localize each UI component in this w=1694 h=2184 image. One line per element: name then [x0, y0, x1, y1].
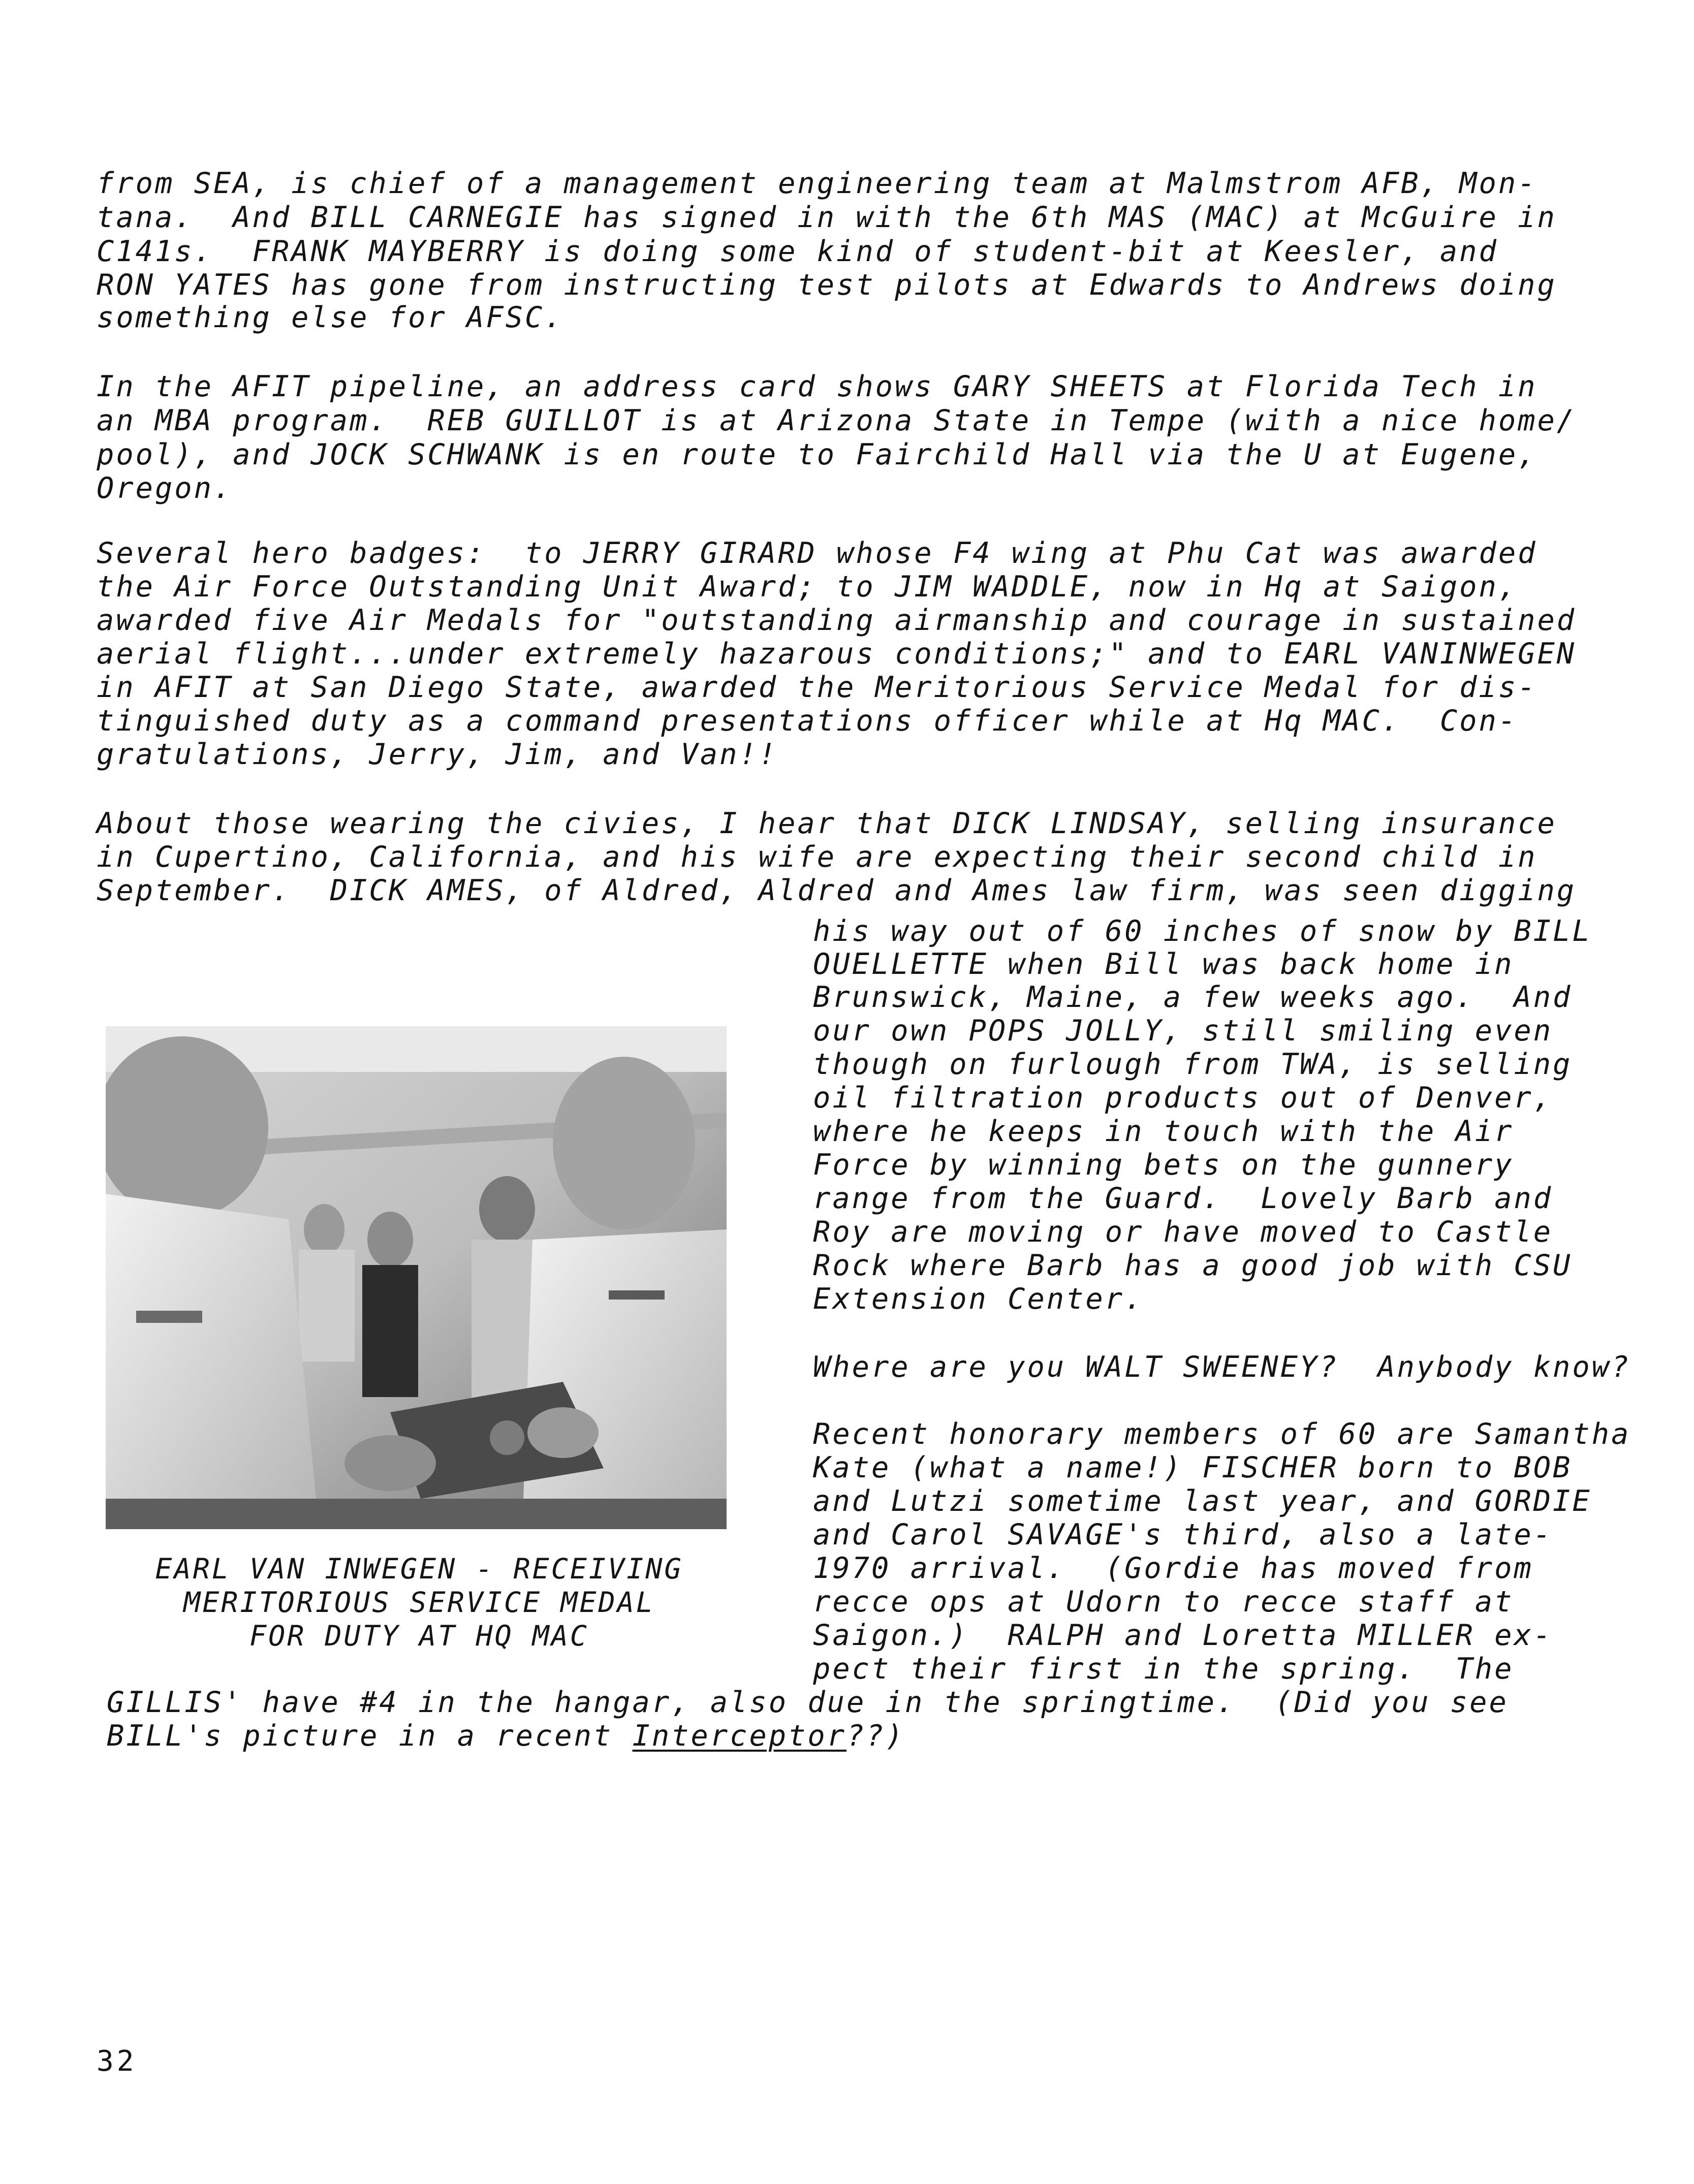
- text-line: September. DICK AMES, of Aldred, Aldred and Ames law firm, was seen digging: [97, 874, 1577, 907]
- text-line: gratulations, Jerry, Jim, and Van!!: [97, 738, 778, 771]
- text-line: recce ops at Udorn to recce staff at: [813, 1585, 1514, 1619]
- text-line: 1970 arrival. (Gordie has moved from: [813, 1552, 1533, 1585]
- text-line: RON YATES has gone from instructing test pilots at Edwards to Andrews doing: [97, 268, 1557, 302]
- text-line: where he keeps in touch with the Air: [813, 1115, 1514, 1148]
- text-line: Recent honorary members of 60 are Samantha: [813, 1417, 1631, 1451]
- award-ceremony-photo: [106, 1026, 727, 1529]
- text-line: and Carol SAVAGE's third, also a late-: [813, 1518, 1553, 1552]
- text-line: C141s. FRANK MAYBERRY is doing some kind of student-bit at Keesler, and: [97, 235, 1498, 268]
- text-line: range from the Guard. Lovely Barb and: [813, 1182, 1553, 1215]
- magazine-title: Interceptor: [632, 1719, 847, 1753]
- text-line: an MBA program. REB GUILLOT is at Arizona State in Tempe (with a nice home/: [97, 404, 1577, 437]
- text-line: oil filtration products out of Denver,: [813, 1081, 1553, 1115]
- text-line: OUELLETTE when Bill was back home in: [813, 947, 1514, 981]
- text-line: Rock where Barb has a good job with CSU: [813, 1249, 1573, 1282]
- text-line: [107, 1719, 905, 1753]
- text-line: in AFIT at San Diego State, awarded the Meritorious Service Medal for dis-: [97, 671, 1538, 704]
- photo-award-ceremony-icon: [106, 1026, 727, 1529]
- page-number: 32: [97, 2045, 137, 2078]
- text-line: from SEA, is chief of a management engineering team at Malmstrom AFB, Mon-: [97, 167, 1538, 200]
- text-line: Roy are moving or have moved to Castle: [813, 1215, 1553, 1249]
- text-line: though on furlough from TWA, is selling: [813, 1048, 1573, 1081]
- text-line: our own POPS JOLLY, still smiling even: [813, 1014, 1553, 1048]
- text-line: pect their first in the spring. The: [813, 1652, 1514, 1686]
- caption-line: MERITORIOUS SERVICE MEDAL: [183, 1586, 655, 1619]
- text-line: his way out of 60 inches of snow by BILL: [813, 914, 1592, 948]
- text-line: and Lutzi sometime last year, and GORDIE: [813, 1484, 1592, 1518]
- text-line: awarded five Air Medals for "outstanding airmanship and courage in sustained: [97, 604, 1577, 637]
- text-line: tinguished duty as a command presentations officer while at Hq MAC. Con-: [97, 704, 1518, 738]
- text-line: In the AFIT pipeline, an address card shows GARY SHEETS at Florida Tech in: [97, 370, 1538, 403]
- text-line: Saigon.) RALPH and Loretta MILLER ex-: [813, 1619, 1553, 1652]
- text-line: in Cupertino, California, and his wife are expecting their second child in: [97, 840, 1538, 874]
- text-line: aerial flight...under extremely hazarous conditions;" and to EARL VANINWEGEN: [97, 637, 1577, 671]
- text-line: About those wearing the civies, I hear that DICK LINDSAY, selling insurance: [97, 807, 1557, 840]
- text-line: something else for AFSC.: [97, 301, 564, 334]
- text-line: the Air Force Outstanding Unit Award; to JIM WADDLE, now in Hq at Saigon,: [97, 570, 1518, 604]
- text-line: Brunswick, Maine, a few weeks ago. And: [813, 980, 1573, 1014]
- text-line: Kate (what a name!) FISCHER born to BOB: [813, 1451, 1573, 1484]
- text-line: GILLIS' have #4 in the hangar, also due in the springtime. (Did you see: [107, 1686, 1509, 1719]
- text-line: Extension Center.: [813, 1282, 1144, 1316]
- text-line: tana. And BILL CARNEGIE has signed in with the 6th MAS (MAC) at McGuire in: [97, 201, 1557, 234]
- text-line: Force by winning bets on the gunnery: [813, 1148, 1514, 1182]
- caption-line: FOR DUTY AT HQ MAC: [249, 1620, 589, 1652]
- text-line: Oregon.: [97, 471, 233, 505]
- text-span: ??): [846, 1719, 905, 1753]
- text-span: BILL's picture in a recent: [107, 1719, 633, 1753]
- text-line: Where are you WALT SWEENEY? Anybody know?: [813, 1350, 1631, 1384]
- text-line: pool), and JOCK SCHWANK is en route to Fairchild Hall via the U at Eugene,: [97, 438, 1538, 471]
- caption-line: EARL VAN INWEGEN - RECEIVING: [155, 1553, 683, 1585]
- text-line: Several hero badges: to JERRY GIRARD whose F4 wing at Phu Cat was awarded: [97, 536, 1538, 570]
